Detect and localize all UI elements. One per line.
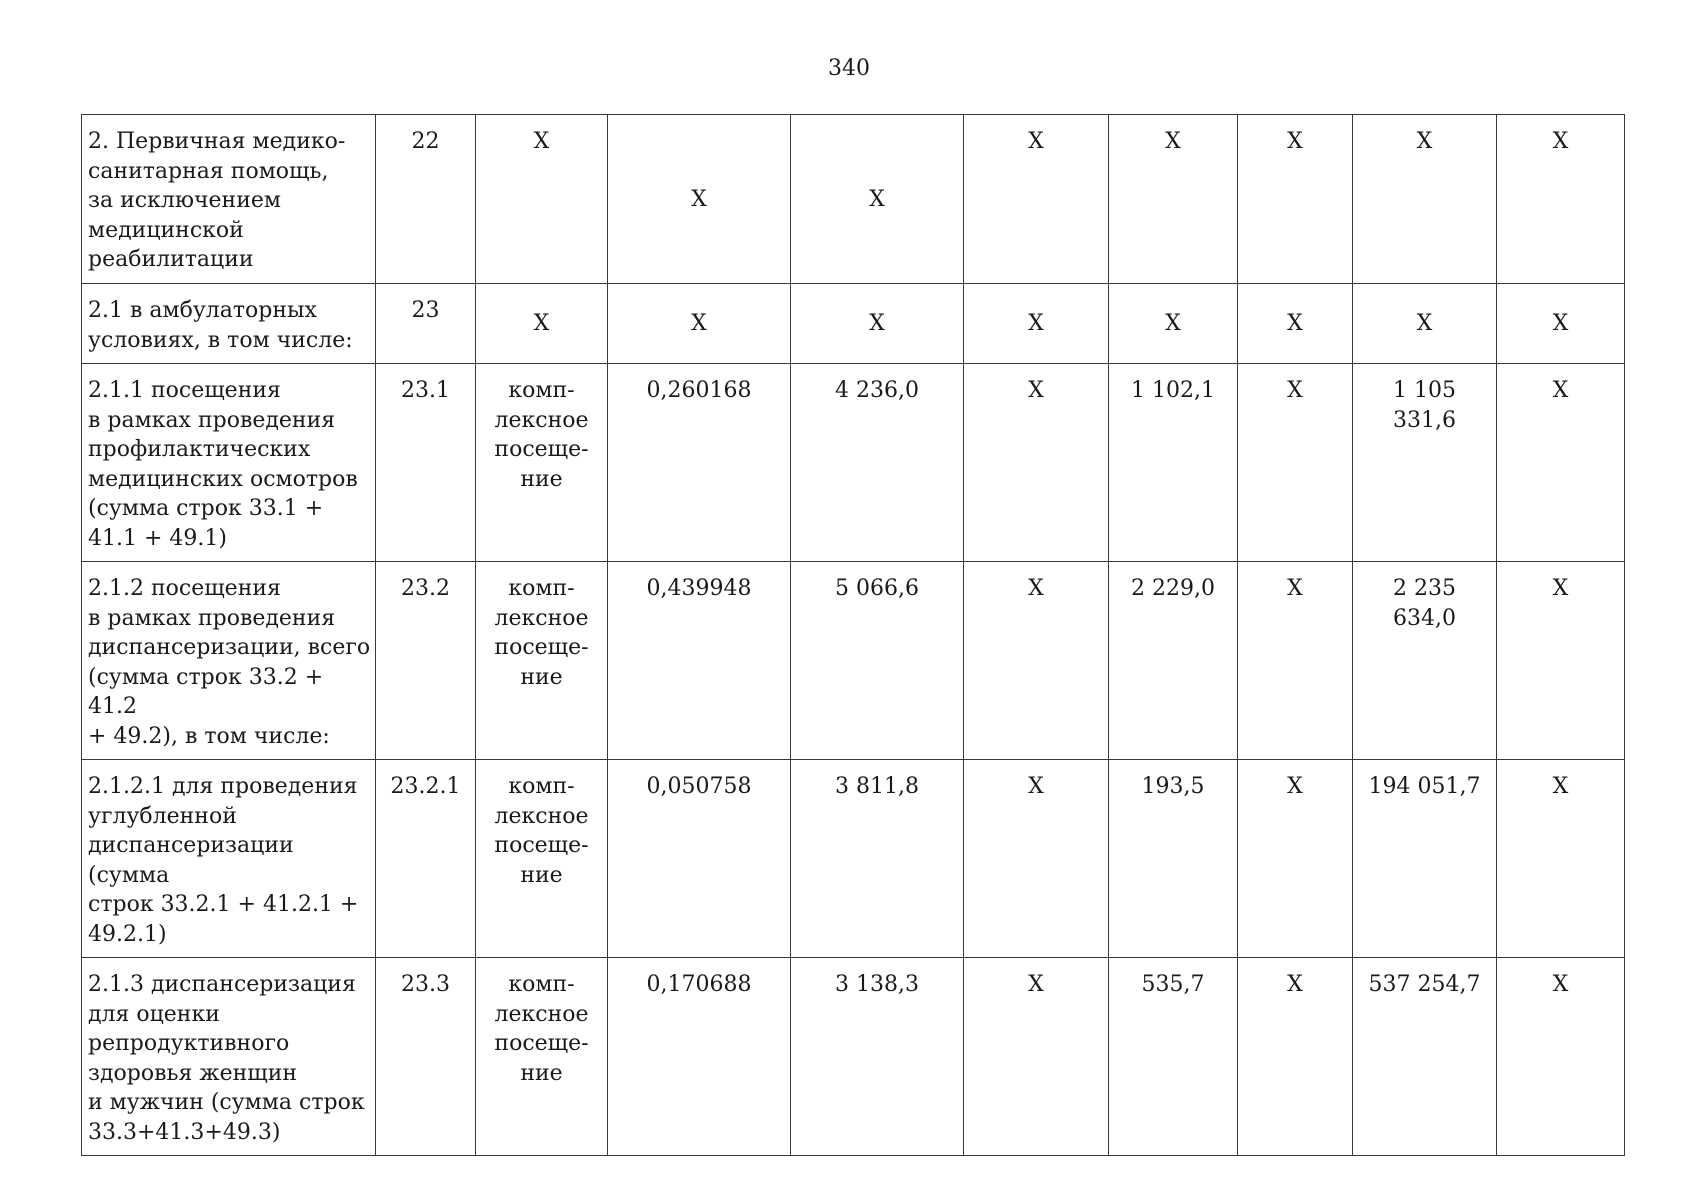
col6-cell <box>964 562 1109 760</box>
unit-value: X <box>533 310 550 336</box>
col8-cell <box>1238 562 1353 760</box>
table-row <box>82 115 1625 284</box>
col9-cell <box>1353 958 1497 1156</box>
unit-cell <box>476 284 608 364</box>
cost-cell <box>791 562 964 760</box>
cost-value: 4 236,0 <box>835 378 919 403</box>
row-name-cell <box>82 284 376 364</box>
cost-value: X <box>869 187 885 212</box>
cost-cell <box>791 115 964 284</box>
col7-value: X <box>1165 310 1181 336</box>
norm-value: 0,170688 <box>646 972 752 997</box>
col6-cell <box>964 115 1109 284</box>
unit-cell <box>476 958 608 1156</box>
row-code-cell <box>376 958 476 1156</box>
col7-value: X <box>1165 129 1181 154</box>
cost-value: 3 138,3 <box>835 972 919 997</box>
col8-value: X <box>1287 576 1303 601</box>
col7-value: 193,5 <box>1141 774 1205 799</box>
norm-cell <box>608 760 791 958</box>
col7-cell <box>1109 115 1238 284</box>
col10-value: X <box>1552 972 1569 997</box>
page-number: 340 <box>828 56 870 81</box>
norm-value: 0,050758 <box>646 774 752 799</box>
cost-value: 5 066,6 <box>835 576 919 601</box>
col8-cell <box>1238 760 1353 958</box>
row-name: 2. Первичная медико- санитарная помощь, за исключением медицинской реабилитации <box>88 129 346 272</box>
col7-value: 1 102,1 <box>1131 378 1215 403</box>
cost-cell <box>791 364 964 562</box>
row-name-cell <box>82 115 376 284</box>
col10-cell <box>1497 284 1625 364</box>
unit-cell <box>476 562 608 760</box>
col7-value: 2 229,0 <box>1131 576 1215 601</box>
cost-cell <box>791 760 964 958</box>
col6-value: X <box>1028 378 1044 403</box>
col7-cell <box>1109 562 1238 760</box>
table-row <box>82 284 1625 364</box>
col7-value: 535,7 <box>1141 972 1205 997</box>
col9-cell <box>1353 562 1497 760</box>
table-row <box>82 364 1625 562</box>
cost-cell <box>791 284 964 364</box>
norm-value: 0,439948 <box>646 576 752 601</box>
col9-cell <box>1353 284 1497 364</box>
row-code: 22 <box>411 129 440 154</box>
unit-value: комп- лексное посеще- ние <box>494 576 589 690</box>
row-name-cell <box>82 760 376 958</box>
col9-cell <box>1353 115 1497 284</box>
col10-value: X <box>1552 576 1569 601</box>
norm-cell <box>608 364 791 562</box>
unit-cell <box>476 115 608 284</box>
col6-value: X <box>1028 972 1044 997</box>
col7-cell <box>1109 958 1238 1156</box>
col10-cell <box>1497 364 1625 562</box>
row-code: 23.1 <box>401 378 450 403</box>
row-code-cell <box>376 364 476 562</box>
col7-cell <box>1109 284 1238 364</box>
cost-cell <box>791 958 964 1156</box>
col9-value: 537 254,7 <box>1368 972 1481 997</box>
norm-value: 0,260168 <box>646 378 752 403</box>
medical-care-table <box>81 114 1625 1156</box>
col8-cell <box>1238 958 1353 1156</box>
col10-value: X <box>1552 129 1569 154</box>
unit-value: комп- лексное посеще- ние <box>494 972 589 1086</box>
col10-cell <box>1497 115 1625 284</box>
col10-cell <box>1497 958 1625 1156</box>
col8-value: X <box>1287 972 1303 997</box>
row-name: 2.1 в амбулаторных условиях, в том числе: <box>88 298 353 353</box>
row-name: 2.1.2 посещения в рамках проведения диспансеризации, всего (сумма строк 33.2 + 41.2 + 49.2), в том числе: <box>88 576 371 749</box>
norm-cell <box>608 958 791 1156</box>
col6-cell <box>964 760 1109 958</box>
col8-value: X <box>1287 378 1303 403</box>
row-code-cell <box>376 760 476 958</box>
col10-value: X <box>1552 378 1569 403</box>
row-code: 23.2 <box>401 576 450 601</box>
col7-cell <box>1109 364 1238 562</box>
row-code-cell <box>376 284 476 364</box>
row-code-cell <box>376 562 476 760</box>
col6-value: X <box>1028 576 1044 601</box>
col9-value: 2 235 634,0 <box>1393 576 1456 631</box>
col10-cell <box>1497 760 1625 958</box>
unit-value: X <box>533 129 550 154</box>
table-row <box>82 958 1625 1156</box>
col9-cell <box>1353 364 1497 562</box>
table-row <box>82 562 1625 760</box>
norm-value: X <box>691 310 707 336</box>
col8-value: X <box>1287 129 1303 154</box>
col6-value: X <box>1028 310 1044 336</box>
col10-value: X <box>1552 310 1569 336</box>
row-name: 2.1.3 диспансеризация для оценки репродуктивного здоровья женщин и мужчин (сумма строк 33.3+41.3+49.3) <box>88 972 365 1145</box>
unit-cell <box>476 760 608 958</box>
col7-cell <box>1109 760 1238 958</box>
row-code-cell <box>376 115 476 284</box>
cost-value: X <box>869 310 885 336</box>
row-name: 2.1.1 посещения в рамках проведения профилактических медицинских осмотров (сумма строк 33.1 + 41.1 + 49.1) <box>88 378 358 551</box>
norm-cell <box>608 562 791 760</box>
col6-cell <box>964 284 1109 364</box>
col6-cell <box>964 364 1109 562</box>
col8-cell <box>1238 115 1353 284</box>
col9-value: X <box>1416 310 1433 336</box>
row-name: 2.1.2.1 для проведения углубленной диспансеризации (сумма строк 33.2.1 + 41.2.1 + 49.2.1) <box>88 774 359 947</box>
col8-value: X <box>1287 310 1303 336</box>
col6-value: X <box>1028 774 1044 799</box>
col9-value: X <box>1416 129 1433 154</box>
norm-cell <box>608 115 791 284</box>
row-code: 23.3 <box>401 972 450 997</box>
norm-cell <box>608 284 791 364</box>
col9-value: 1 105 331,6 <box>1393 378 1456 433</box>
unit-value: комп- лексное посеще- ние <box>494 774 589 888</box>
col9-value: 194 051,7 <box>1368 774 1481 799</box>
col8-cell <box>1238 284 1353 364</box>
unit-cell <box>476 364 608 562</box>
row-code: 23 <box>411 298 440 323</box>
table-row <box>82 760 1625 958</box>
row-name-cell <box>82 958 376 1156</box>
col8-cell <box>1238 364 1353 562</box>
col6-value: X <box>1028 129 1044 154</box>
unit-value: комп- лексное посеще- ние <box>494 378 589 492</box>
norm-value: X <box>691 187 707 212</box>
row-name-cell <box>82 364 376 562</box>
cost-value: 3 811,8 <box>835 774 919 799</box>
col8-value: X <box>1287 774 1303 799</box>
col10-value: X <box>1552 774 1569 799</box>
col6-cell <box>964 958 1109 1156</box>
row-code: 23.2.1 <box>390 774 461 799</box>
row-name-cell <box>82 562 376 760</box>
col9-cell <box>1353 760 1497 958</box>
col10-cell <box>1497 562 1625 760</box>
